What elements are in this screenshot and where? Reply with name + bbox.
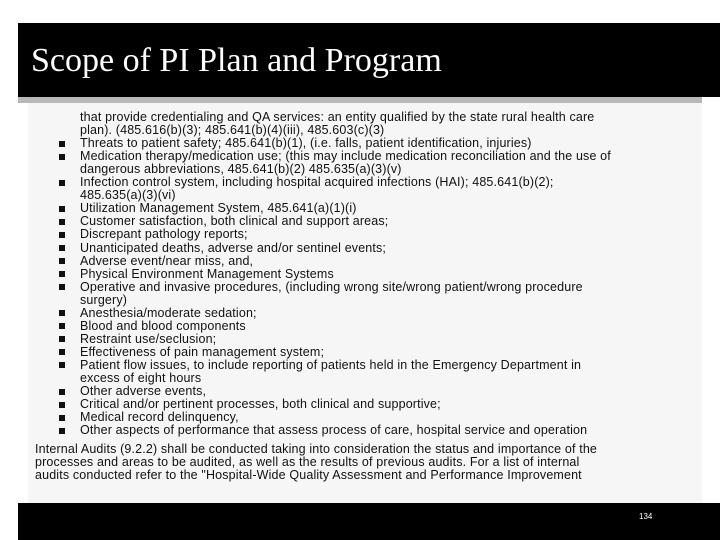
bullet-icon [59, 258, 65, 264]
audit-paragraph-line: Internal Audits (9.2.2) shall be conducted taking into consideration the status and importance of the [35, 442, 598, 457]
bullet-icon [59, 141, 65, 147]
document-line: Discrepant pathology reports; [80, 227, 248, 242]
bullet-icon [59, 402, 65, 408]
document-line: Blood and blood components [80, 318, 246, 333]
bullet-icon [59, 154, 65, 160]
bullet-icon [59, 349, 65, 355]
document-line: 485.635(a)(3)(vi) [80, 188, 176, 203]
document-line: Critical and/or pertinent processes, both clinical and supportive; [80, 397, 441, 412]
bullet-icon [59, 219, 65, 225]
document-line: dangerous abbreviations, 485.641(b)(2) 485.635(a)(3)(v) [80, 162, 402, 177]
title-bar [18, 23, 720, 97]
document-line: Physical Environment Management Systems [80, 266, 334, 281]
bullet-icon [59, 245, 65, 251]
document-line: that provide credentialing and QA services: an entity qualified by the state rural health care [80, 110, 595, 124]
document-line: Anesthesia/moderate sedation; [80, 305, 257, 320]
document-line: Customer satisfaction, both clinical and support areas; [80, 214, 389, 229]
bullet-icon [59, 284, 65, 290]
document-line: surgery) [80, 292, 128, 307]
document-line: Utilization Management System, 485.641(a)(1)(i) [80, 201, 357, 216]
document-line: Other adverse events, [80, 384, 207, 399]
footer-bar [18, 503, 720, 540]
bullet-icon [59, 362, 65, 368]
audit-paragraph-line: audits conducted refer to the "Hospital-Wide Quality Assessment and Performance Improvement [35, 468, 582, 483]
document-line: Restraint use/seclusion; [80, 331, 217, 346]
document-excerpt [28, 103, 702, 503]
bullet-icon [59, 336, 65, 342]
document-line: Effectiveness of pain management system; [80, 344, 325, 359]
slide-title: Scope of PI Plan and Program [31, 42, 442, 79]
bullet-icon [59, 271, 65, 277]
bullet-icon [59, 323, 65, 329]
document-line: Patient flow issues, to include reporting of patients held in the Emergency Department in [80, 357, 582, 372]
document-line: excess of eight hours [80, 371, 202, 385]
document-line: Medical record delinquency, [80, 410, 239, 425]
bullet-icon [59, 389, 65, 395]
document-line: Threats to patient safety; 485.641(b)(1), (i.e. falls, patient identification, injuries) [80, 136, 532, 151]
audit-paragraph-line: processes and areas to be audited, as well as the results of previous audits. For a list of internal [35, 455, 580, 470]
document-line: Unanticipated deaths, adverse and/or sentinel events; [80, 240, 387, 255]
page-number: 134 [639, 512, 653, 521]
bullet-icon [59, 310, 65, 316]
bullet-icon [59, 206, 65, 212]
document-line: Operative and invasive procedures, (including wrong site/wrong patient/wrong procedure [80, 279, 583, 294]
bullet-icon [59, 232, 65, 238]
bullet-icon [59, 428, 65, 434]
document-line: Adverse event/near miss, and, [80, 253, 254, 268]
bullet-icon [59, 415, 65, 421]
document-line: Infection control system, including hospital acquired infections (HAI); 485.641(b)(2); [80, 175, 554, 190]
document-line: Other aspects of performance that assess process of care, hospital service and operation [80, 423, 588, 438]
document-line: Medication therapy/medication use; (this may include medication reconciliation and the use of [80, 149, 611, 164]
bullet-icon [59, 180, 65, 186]
document-line: plan). (485.616(b)(3); 485.641(b)(4)(iii), 485.603(c)(3) [80, 123, 385, 138]
